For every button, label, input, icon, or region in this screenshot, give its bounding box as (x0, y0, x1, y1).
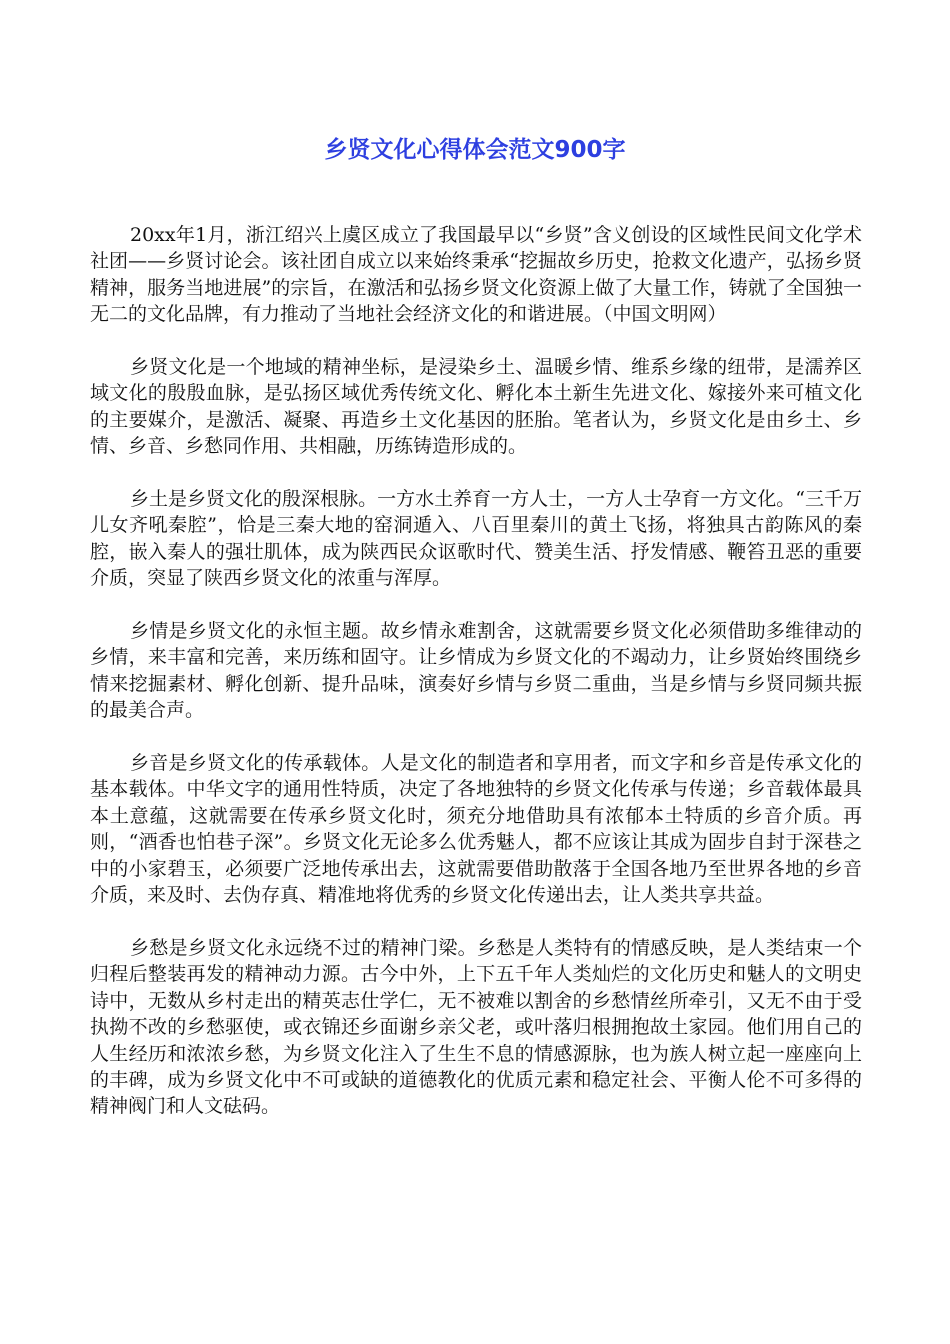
paragraph-1: 20xx年1月，浙江绍兴上虞区成立了我国最早以“乡贤”含义创设的区域性民间文化学术社团——乡贤讨论会。该社团自成立以来始终秉承“挖掘故乡历史，抢救文化遗产，弘扬乡贤精神，服务当地进展”的宗旨，在激活和弘扬乡贤文化资源上做了大量工作，铸就了全国独一无二的文化品牌，有力推动了当地社会经济文化的和谐进展。（中国文明网） (90, 224, 862, 326)
document-title: 乡贤文化心得体会范文900字 (324, 137, 626, 163)
paragraph-4: 乡情是乡贤文化的永恒主题。故乡情永难割舍，这就需要乡贤文化必须借助多维律动的乡情，来丰富和完善，来历练和固守。让乡情成为乡贤文化的不竭动力，让乡贤始终围绕乡情来挖掘素材、孵化创新、提升品味，演奏好乡情与乡贤二重曲，当是乡情与乡贤同频共振的最美合声。 (90, 620, 862, 722)
paragraph-2: 乡贤文化是一个地域的精神坐标，是浸染乡土、温暖乡情、维系乡缘的纽带，是濡养区域文化的殷殷血脉，是弘扬区域优秀传统文化、孵化本土新生先进文化、嫁接外来可植文化的主要媒介，是激活、凝聚、再造乡土文化基因的胚胎。笔者认为，乡贤文化是由乡土、乡情、乡音、乡愁同作用、共相融，历练铸造形成的。 (90, 356, 862, 458)
paragraph-5: 乡音是乡贤文化的传承载体。人是文化的制造者和享用者，而文字和乡音是传承文化的基本载体。中华文字的通用性特质，决定了各地独特的乡贤文化传承与传递；乡音载体最具本土意蕴，这就需要在传承乡贤文化时，须充分地借助具有浓郁本土特质的乡音介质。再则，“酒香也怕巷子深”。乡贤文化无论多么优秀魅人，都不应该让其成为固步自封于深巷之中的小家碧玉，必须要广泛地传承出去，这就需要借助散落于全国各地乃至世界各地的乡音介质，来及时、去伪存真、精准地将优秀的乡贤文化传递出去，让人类共享共益。 (90, 752, 862, 907)
paragraph-6: 乡愁是乡贤文化永远绕不过的精神门梁。乡愁是人类特有的情感反映，是人类结束一个归程后整装再发的精神动力源。古今中外，上下五千年人类灿烂的文化历史和魅人的文明史诗中，无数从乡村走出的精英志仕学仁，无不被难以割舍的乡愁情丝所牵引，又无不由于受执拗不改的乡愁驱使，或衣锦还乡面谢乡亲父老，或叶落归根拥抱故土家园。他们用自己的人生经历和浓浓乡愁，为乡贤文化注入了生生不息的情感源脉，也为族人树立起一座座向上的丰碑，成为乡贤文化中不可或缺的道德教化的优质元素和稳定社会、平衡人伦不可多得的精神阀门和人文砝码。 (90, 936, 862, 1118)
document-body (90, 222, 862, 1146)
paragraph-3: 乡土是乡贤文化的殷深根脉。一方水土养育一方人士，一方人士孕育一方文化。“三千万儿女齐吼秦腔”，恰是三秦大地的窑洞遁入、八百里秦川的黄土飞扬，将独具古韵陈风的秦腔，嵌入秦人的强壮肌体，成为陕西民众讴歌时代、赞美生活、抒发情感、鞭笞丑恶的重要介质，突显了陕西乡贤文化的浓重与浑厚。 (90, 488, 862, 590)
